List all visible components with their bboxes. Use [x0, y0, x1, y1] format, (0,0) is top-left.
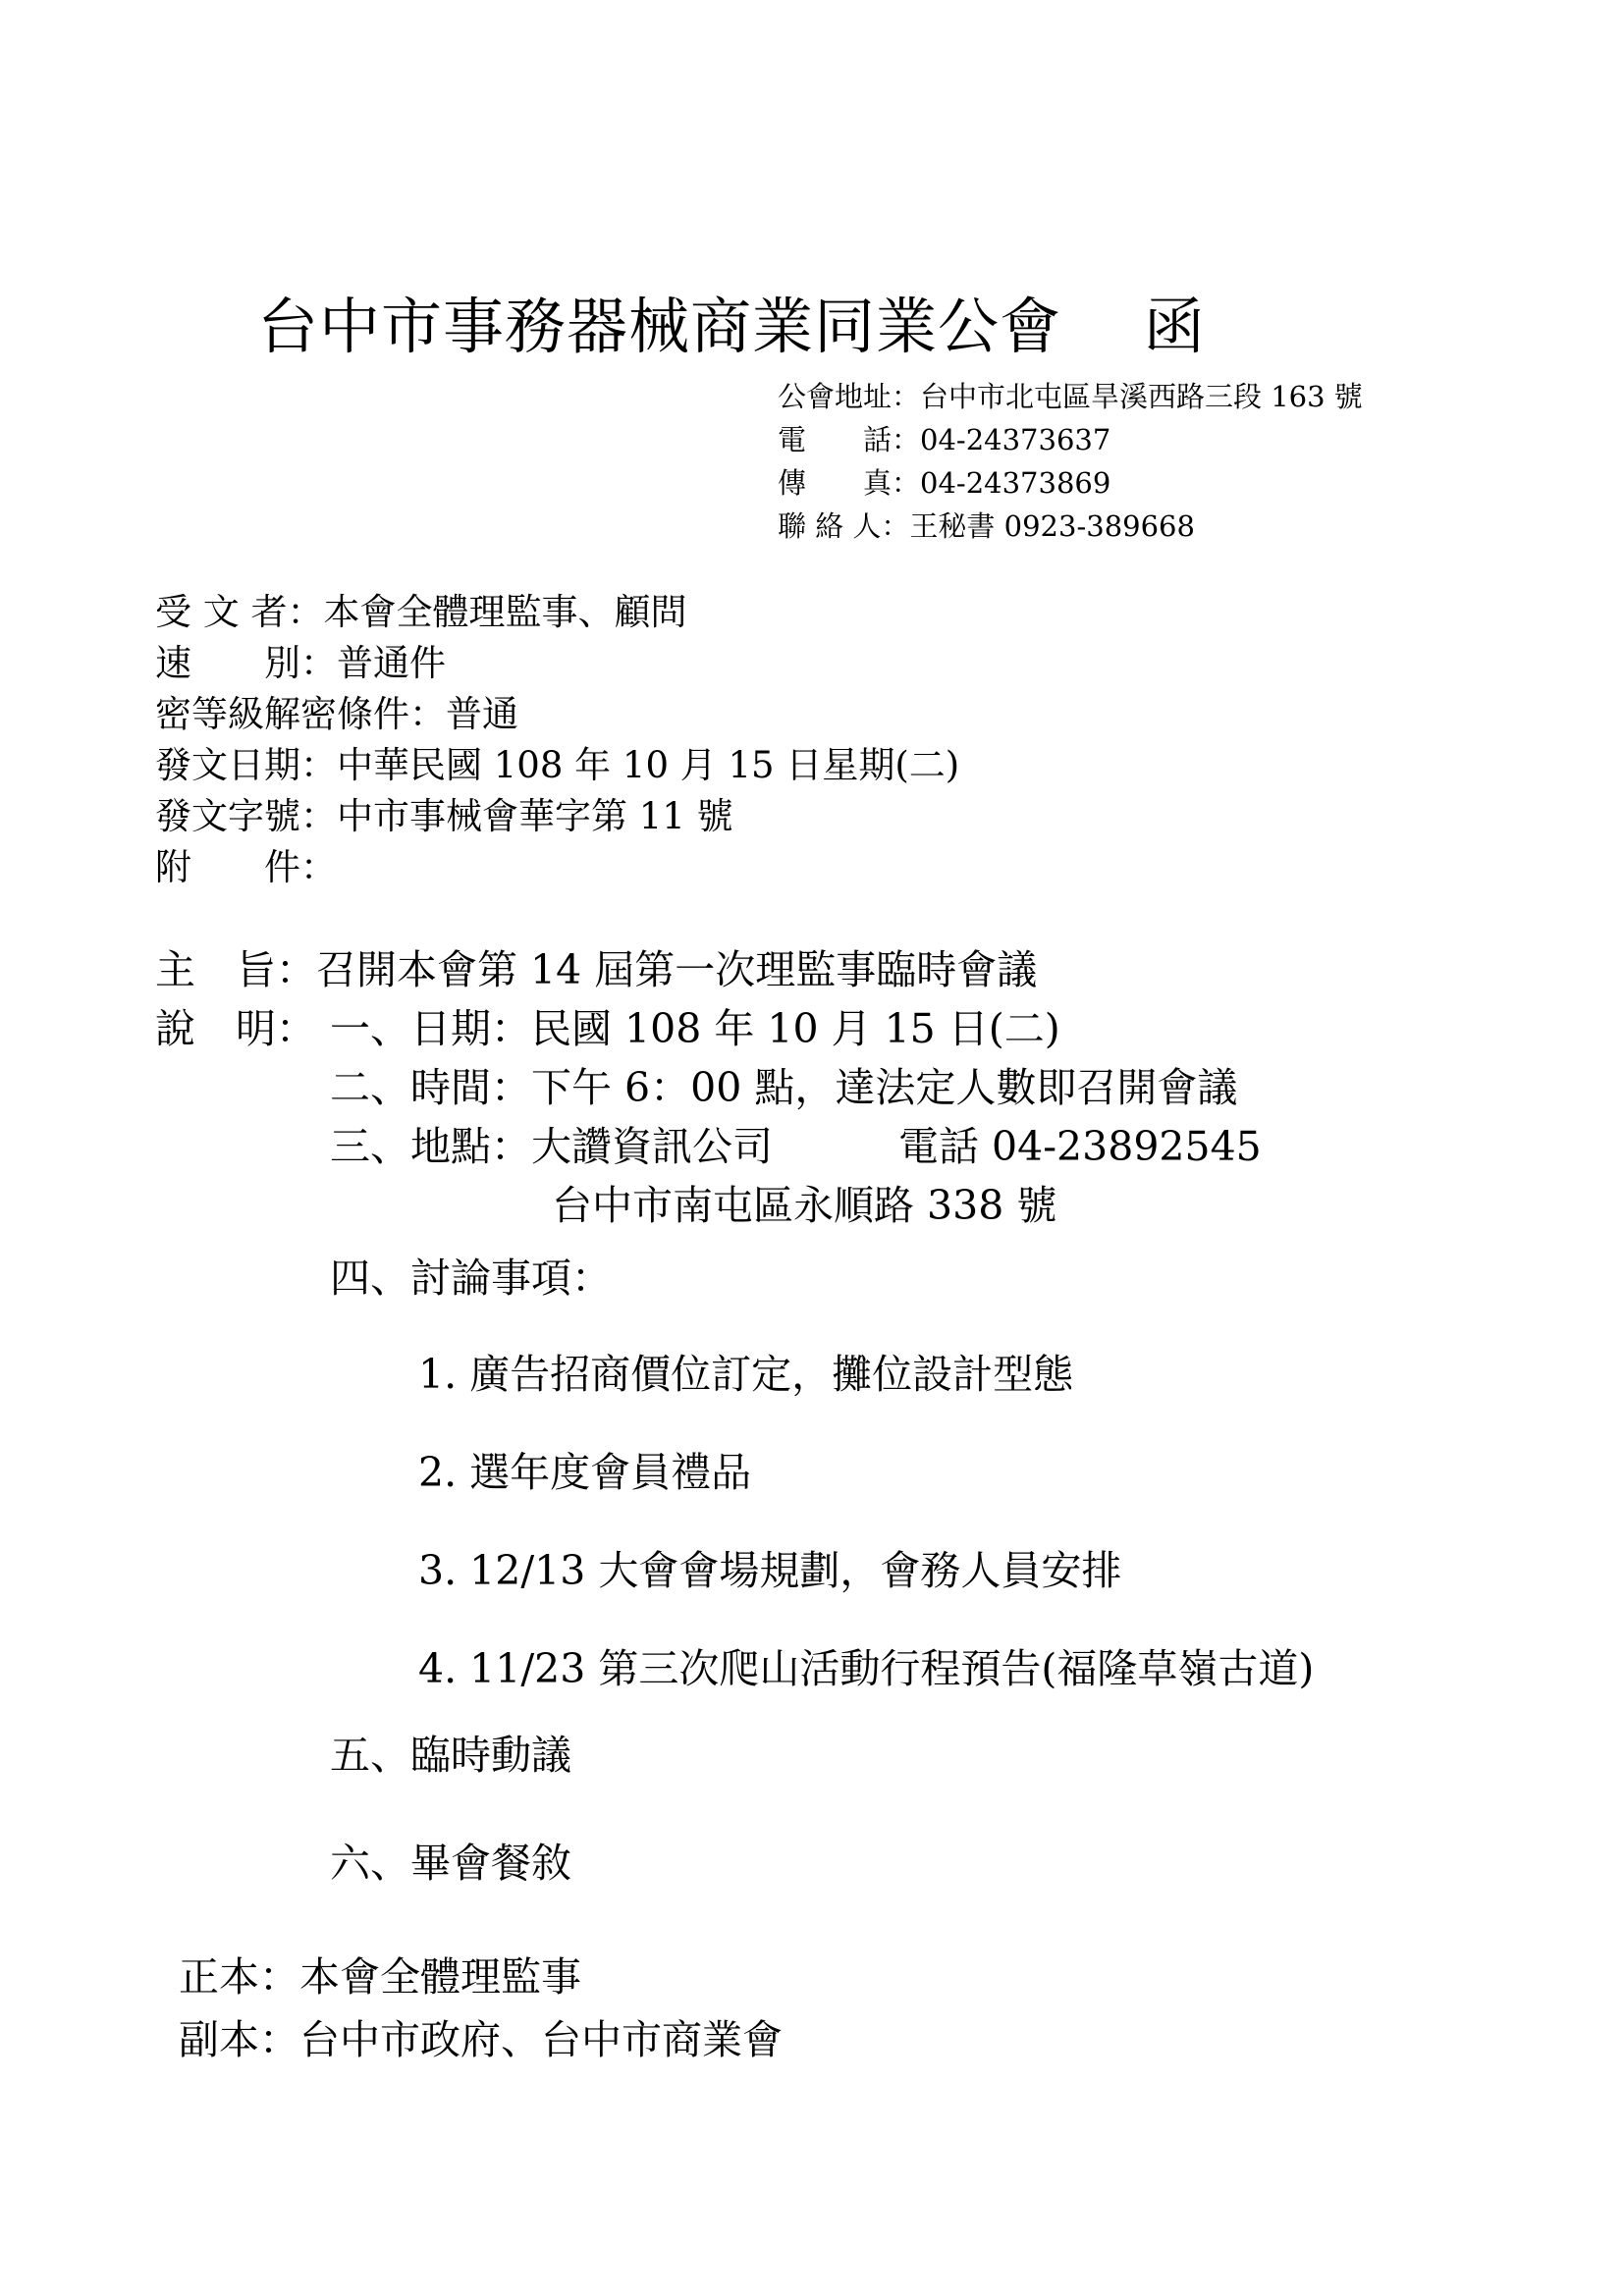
document-title: 台中市事務器械商業同業公會 函 [257, 291, 1206, 362]
meta-attachment: 附 件： [155, 846, 337, 888]
contact-person: 聯 絡 人：王秘書 0923-389668 [778, 509, 1195, 543]
contact-info [778, 375, 1363, 548]
document-meta [155, 587, 959, 893]
explanation-item-discussion: 四、討論事項： [330, 1255, 612, 1302]
explanation-item-motions: 五、臨時動議 [330, 1732, 571, 1779]
explanation-item-date: 一、日期：民國 108 年 10 月 15 日(二) [330, 1005, 1060, 1052]
explanation-location-address: 台中市南屯區永順路 338 號 [552, 1182, 1057, 1229]
meta-recipient: 受 文 者：本會全體理監事、顧問 [155, 591, 687, 633]
meta-issue-date: 發文日期：中華民國 108 年 10 月 15 日星期(二) [155, 744, 960, 786]
explanation-item-dinner: 六、畢會餐敘 [330, 1840, 571, 1887]
contact-fax: 傳 真：04-24373869 [778, 466, 1111, 500]
explanation-item-location: 三、地點：大讚資訊公司 [330, 1123, 773, 1170]
meta-document-number: 發文字號：中市事械會華字第 11 號 [155, 795, 733, 837]
meta-classification: 密等級解密條件：普通 [155, 693, 518, 735]
contact-address: 公會地址：台中市北屯區旱溪西路三段 163 號 [778, 380, 1363, 413]
discussion-item: 2. 選年度會員禮品 [418, 1449, 752, 1496]
distribution [179, 1946, 783, 2071]
meta-urgency: 速 別：普通件 [155, 642, 446, 684]
explanation-location-phone: 電話 04-23892545 [898, 1123, 1262, 1170]
discussion-item: 4. 11/23 第三次爬山活動行程預告(福隆草嶺古道) [418, 1645, 1315, 1692]
explanation-label: 說 明： [155, 1005, 316, 1052]
distribution-copy: 副本：台中市政府、台中市商業會 [179, 2016, 783, 2063]
distribution-original: 正本：本會全體理監事 [179, 1953, 581, 2001]
subject-line: 主 旨：召開本會第 14 屆第一次理監事臨時會議 [155, 946, 1038, 993]
discussion-item: 1. 廣告招商價位訂定，攤位設計型態 [418, 1351, 1074, 1398]
explanation-item-time: 二、時間：下午 6：00 點，達法定人數即召開會議 [330, 1064, 1238, 1111]
discussion-item: 3. 12/13 大會會場規劃，會務人員安排 [418, 1547, 1122, 1594]
contact-phone: 電 話：04-24373637 [778, 423, 1111, 456]
